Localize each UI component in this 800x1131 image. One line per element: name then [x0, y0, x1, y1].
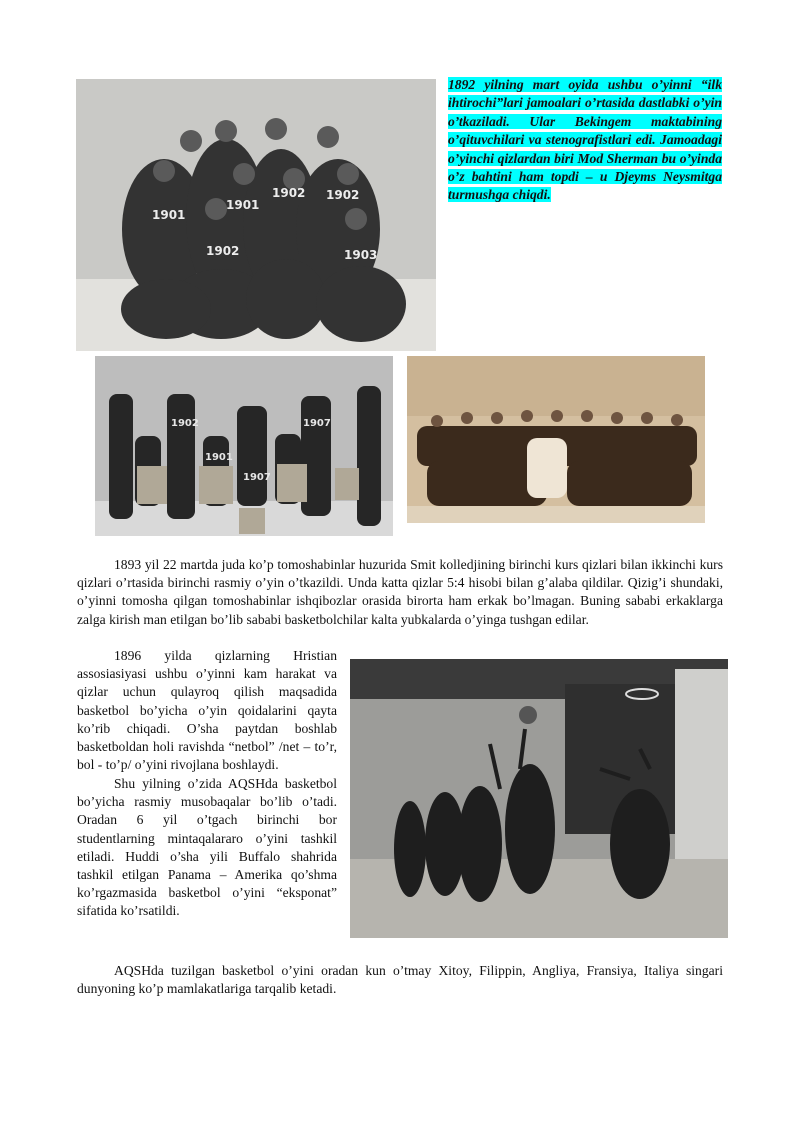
jersey-label: 1901: [205, 452, 233, 463]
paragraph-official-competitions: Shu yilning o’zida AQSHda basketbol bo’yicha rasmiy musobaqalar bo’lib o’tadi. Oradan 6 yil o’tgach birinchi bor studentlarning mintaqalararo o’yini tashkil etiladi. Huddi o’sha yili Buffalo shahrida tashkil etilgan Panama – Amerika qo’shma ko’rgazmasida basketbol o’yini “eksponat” sifatida ko’rsatildi.: [77, 776, 337, 919]
jersey-label: 1902: [272, 186, 306, 200]
jersey-label: 1903: [344, 248, 378, 262]
jersey-label: 1901: [152, 208, 186, 222]
paragraph-first-official-game: 1893 yil 22 martda juda ko’p tomoshabinlar huzurida Smit kolledjining birinchi kurs qizlari bilan ikkinchi kurs qizlari o’rtasida birinchi rasmiy o’yin o’tkazildi. Unda katta qizlar 5:4 hisobi bilan g’alaba qildilar. Qizig’i shundaki, o’yinni tomosha qilgan tomoshabinlar ishqibozlar orasida birorta ham erkak bo’lmagan. Buning sababi erkaklarga zalga kirish man etilgan bo’lib sababi basketbolchilar kalta yubkalarda o’yinga tushgan edilar.: [77, 557, 723, 627]
jersey-label: 1902: [326, 188, 360, 202]
jersey-label: 1902: [206, 244, 240, 258]
jersey-label: 1907: [303, 418, 331, 429]
photo-team-portrait-1901: [76, 79, 436, 351]
paragraph-spread-worldwide: AQSHda tuzilgan basketbol o’yini oradan kun o’tmay Xitoy, Filippin, Angliya, Fransiya, Italiya singari dunyoning ko’p mamlakatlariga tarqalib ketadi.: [77, 963, 723, 997]
photo-sepia-large-team: [407, 356, 705, 523]
jersey-label: 1907: [243, 472, 271, 483]
photo-women-basketball-game: [350, 659, 728, 938]
jersey-label: 1901: [226, 198, 260, 212]
paragraph-netball-rules: 1896 yilda qizlarning Hristian assosiasiyasi ushbu o’yinni kam harakat va qizlar uchun qulayroq qilish maqsadida basketbol bo’yicha o’yin qoidalarini qayta ko’rib chiqadi. O’sha paytdan boshlab basketboldan holi ravishda “netbol” /net – to’r, bol - to’p/ o’yini rivojlana boshlaydi.: [77, 648, 337, 773]
jersey-label: 1902: [171, 418, 199, 429]
photo-team-with-baskets: [95, 356, 393, 536]
highlighted-history-note: 1892 yilning mart oyida ushbu o’yinni “ilk ihtirochi”lari jamoalari o’rtasida dastlabki o’yin o’tkaziladi. Ular Bekingem maktabining o’qituvchilari va stenografistlari edi. Jamoadagi o’yinchi qizlardan biri Mod Sherman bu o’yinda o’z bahtini ham topdi – u Djeyms Neysmitga turmushga chiqdi.: [448, 77, 722, 203]
